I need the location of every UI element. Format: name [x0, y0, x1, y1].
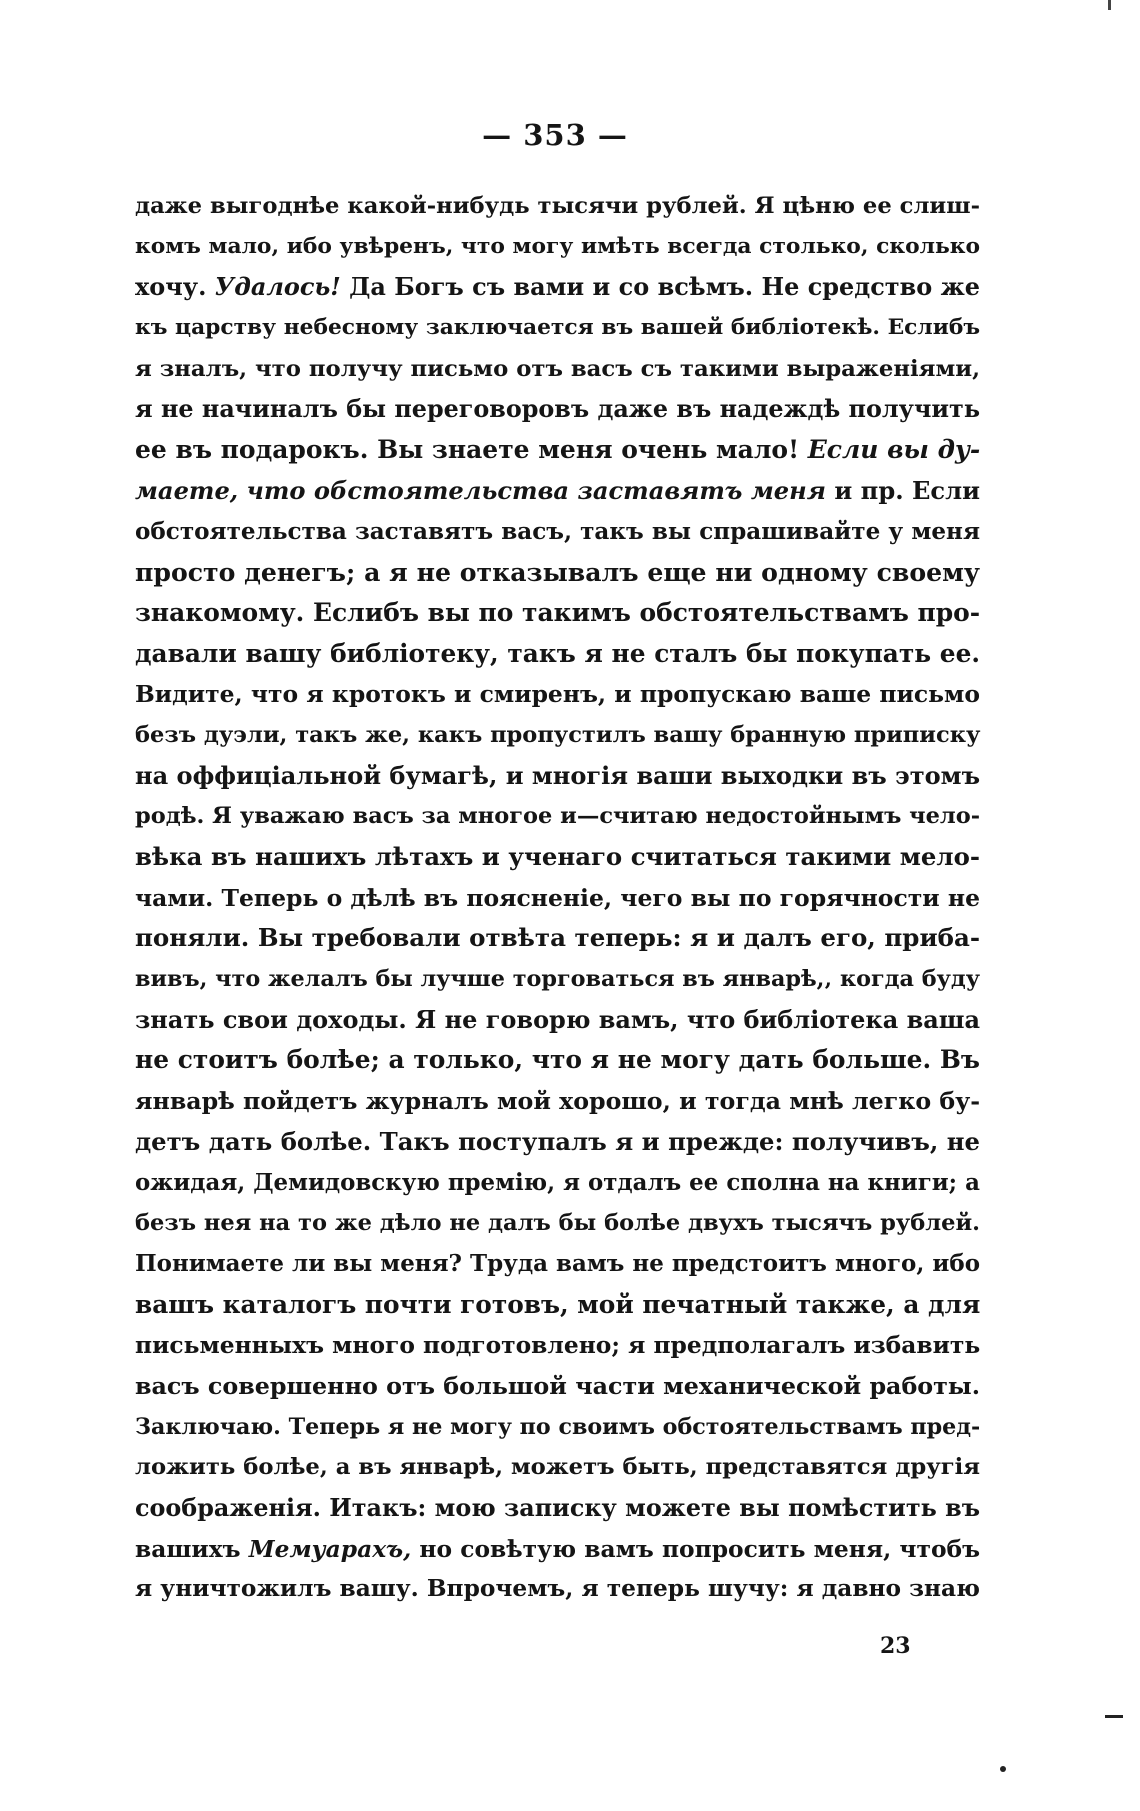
text-line [135, 1000, 980, 1041]
margin-dash [1105, 1715, 1123, 1718]
text-segment: ложить болѣе, а въ январѣ, можетъ быть, представятся другія [135, 1454, 980, 1481]
page-number: — 353 — [482, 118, 628, 152]
text-line [135, 1203, 980, 1244]
text-segment: безъ дуэли, такъ же, какъ пропустилъ вашу бранную приписку [135, 721, 981, 748]
text-line [135, 1407, 980, 1448]
italic-text: Мемуарахъ, [248, 1534, 412, 1563]
signature-mark: 23 [880, 1633, 911, 1659]
text-line [135, 349, 980, 390]
text-segment: знать свои доходы. Я не говорю вамъ, что библіотека ваша [135, 1004, 981, 1034]
text-segment: поняли. Вы требовали отвѣта теперь: я и далъ его, приба- [135, 923, 980, 953]
text-line [135, 1244, 980, 1285]
text-line [135, 756, 980, 797]
text-segment: вѣка въ нашихъ лѣтахъ и ученаго считаться такими мело- [135, 842, 980, 871]
text-line [135, 227, 980, 268]
text-line [135, 512, 980, 553]
text-segment: къ царству небесному заключается въ вашей библіотекѣ. Еслибъ [135, 315, 980, 341]
text-line [135, 1529, 980, 1570]
italic-text: Если вы ду- [807, 435, 981, 465]
text-line [135, 959, 980, 1000]
text-line [135, 1569, 980, 1610]
text-line [135, 430, 980, 471]
text-segment: ожидая, Демидовскую премію, я отдалъ ее сполна на книги; а [135, 1169, 980, 1196]
text-line [135, 186, 980, 227]
text-line [135, 471, 980, 512]
text-segment: письменныхъ много подготовлено; я предполагалъ избавить [135, 1331, 981, 1360]
text-segment: васъ совершенно отъ большой части механической работы. [135, 1371, 980, 1400]
italic-text: маете, что обстоятельства заставятъ меня [135, 475, 826, 505]
text-line [135, 715, 980, 756]
text-segment: Понимаете ли вы меня? Труда вамъ не предстоитъ много, ибо [135, 1249, 980, 1277]
text-segment: вашихъ [135, 1534, 249, 1563]
text-line [135, 634, 980, 675]
text-line [135, 796, 980, 837]
text-line [135, 1447, 980, 1488]
text-segment: январѣ пойдетъ журналъ мой хорошо, и тогда мнѣ легко бу- [135, 1087, 981, 1116]
text-segment: соображенія. Итакъ: мою записку можете вы помѣстить въ [135, 1494, 980, 1522]
text-segment: вивъ, что желалъ бы лучше торговаться въ январѣ,‚ когда буду [135, 966, 980, 993]
text-segment: знакомому. Еслибъ вы по такимъ обстоятельствамъ про- [135, 597, 981, 627]
text-segment: я не начиналъ бы переговоровъ даже въ надеждѣ получить [135, 395, 980, 424]
text-segment: и пр. Если [825, 475, 981, 505]
text-line [135, 552, 980, 593]
text-line [135, 593, 980, 634]
text-segment: я зналъ, что получу письмо отъ васъ съ такими выраженіями, [135, 355, 980, 382]
edge-mark [1108, 0, 1111, 10]
text-line [135, 1285, 980, 1326]
text-line [135, 1040, 980, 1081]
text-segment: родѣ. Я уважаю васъ за многое и—считаю недостойнымъ чело- [135, 803, 981, 830]
text-line [135, 1122, 980, 1163]
text-segment: безъ нея на то же дѣло не далъ бы болѣе двухъ тысячъ рублей. [135, 1210, 980, 1237]
text-segment: но совѣтую вамъ попросить меня, чтобъ [411, 1534, 980, 1563]
text-line [135, 308, 980, 349]
text-line [135, 878, 980, 919]
text-segment: чами. Теперь о дѣлѣ въ поясненіе, чего вы по горячности не [135, 883, 980, 912]
text-segment: обстоятельства заставятъ васъ, такъ вы спрашивайте у меня [135, 517, 980, 545]
body-text [135, 186, 980, 1610]
text-line [135, 837, 980, 878]
text-line [135, 389, 980, 430]
text-segment: комъ мало, ибо увѣренъ, что могу имѣть всегда столько, сколько [135, 233, 980, 259]
text-segment: вашъ каталогъ почти готовъ, мой печатный также, а для [135, 1289, 981, 1319]
text-line [135, 1325, 980, 1366]
text-segment: давали вашу библіотеку, такъ я не сталъ бы покупать ее. [135, 638, 980, 668]
text-line [135, 1488, 980, 1529]
text-segment: не стоитъ болѣе; а только, что я не могу дать больше. Въ [135, 1045, 980, 1075]
text-segment: на оффиціальной бумагѣ, и многія ваши выходки въ этомъ [135, 760, 981, 790]
margin-dot [1000, 1766, 1006, 1772]
text-segment: хочу. [135, 273, 215, 302]
text-segment: детъ дать болѣе. Такъ поступалъ я и прежде: получивъ, не [135, 1126, 980, 1156]
text-line [135, 1163, 980, 1204]
text-segment: я уничтожилъ вашу. Впрочемъ, я теперь шучу: я давно знаю [135, 1575, 980, 1603]
text-line [135, 1081, 980, 1122]
text-line [135, 918, 980, 959]
text-segment: Да Богъ съ вами и со всѣмъ. Не средство же [340, 273, 980, 302]
text-line [135, 267, 980, 308]
text-segment: Видите, что я кротокъ и смиренъ, и пропускаю ваше письмо [135, 680, 980, 709]
text-line [135, 674, 980, 715]
text-segment: просто денегъ; а я не отказывалъ еще ни одному своему [135, 557, 980, 588]
text-segment: ее въ подарокъ. Вы знаете меня очень мало! [135, 435, 808, 465]
text-segment: даже выгоднѣе какой-нибудь тысячи рублей. Я цѣню ее слиш- [135, 193, 980, 219]
italic-text: Удалось! [214, 273, 341, 302]
text-line [135, 1366, 980, 1407]
text-segment: Заключаю. Теперь я не могу по своимъ обстоятельствамъ пред- [135, 1413, 981, 1440]
